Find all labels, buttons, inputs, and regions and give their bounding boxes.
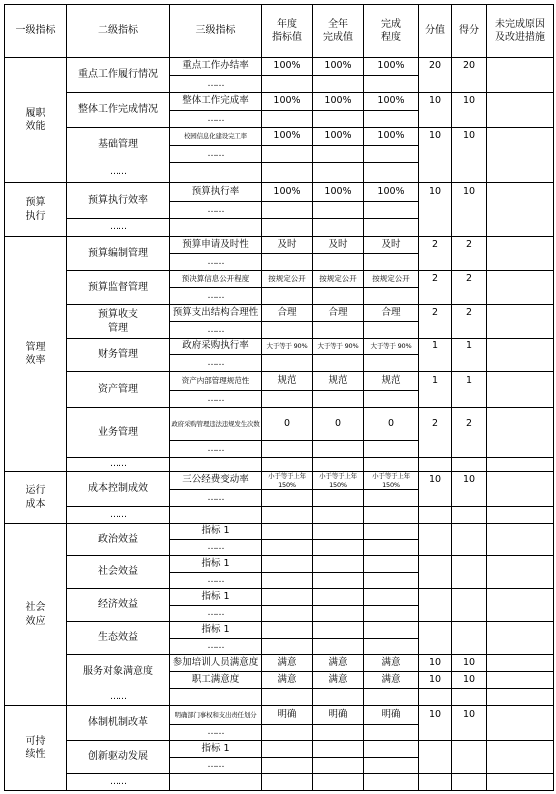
score-weight-value: 10: [428, 656, 442, 668]
annual-target-value: 100%: [273, 185, 301, 197]
level2-indicator: 生态效益: [98, 632, 138, 644]
level1-indicator: 运行 成本: [25, 485, 46, 510]
ellipsis-placeholder: ……: [207, 443, 224, 454]
header-cell: 完成 程度: [381, 18, 401, 43]
completion-degree-value: 合理: [381, 306, 401, 318]
header-cell: 分值: [425, 25, 445, 37]
level2-indicator: 预算监督管理: [88, 281, 148, 293]
score-obtained-value: 2: [465, 238, 473, 250]
grid-line: [4, 790, 554, 791]
score-weight-value: 1: [431, 374, 439, 386]
level2-indicator: 基础管理: [98, 139, 138, 151]
ellipsis-placeholder: ……: [207, 542, 224, 553]
ellipsis-placeholder: ……: [207, 575, 224, 586]
annual-target-value: 100%: [273, 60, 301, 72]
level3-indicator: 校园信息化建设完工率: [183, 132, 247, 141]
completion-degree-value: 100%: [377, 60, 405, 72]
level3-indicator: 指标 1: [201, 590, 230, 602]
ellipsis-placeholder: ……: [207, 492, 224, 503]
ellipsis-placeholder: ……: [207, 324, 224, 335]
level1-indicator: 预算 执行: [25, 197, 46, 222]
completion-degree-value: 明确: [381, 708, 401, 720]
score-obtained-value: 10: [462, 185, 476, 197]
score-obtained-value: 1: [465, 340, 473, 352]
completion-degree-value: 满意: [381, 673, 401, 685]
annual-actual-value: 小于等于上年 150%: [319, 472, 357, 489]
header-cell: 未完成原因 及改进措施: [495, 18, 545, 43]
level3-indicator: 预算支出结构合理性: [172, 306, 259, 318]
ellipsis-placeholder: ……: [207, 727, 224, 738]
completion-degree-value: 小于等于上年 150%: [372, 472, 410, 489]
annual-target-value: 规范: [277, 374, 297, 386]
header-cell: 一级指标: [15, 25, 56, 37]
annual-target-value: 按规定公开: [268, 273, 306, 283]
level2-indicator: 整体工作完成情况: [78, 104, 158, 116]
level2-indicator: 重点工作履行情况: [78, 69, 158, 81]
level2-indicator: 社会效益: [98, 566, 138, 578]
grid-line: [553, 4, 554, 791]
completion-degree-value: 大于等于 90%: [370, 342, 412, 351]
level2-indicator: 政治效益: [98, 533, 138, 545]
score-obtained-value: 2: [465, 306, 473, 318]
score-weight-value: 10: [428, 708, 442, 720]
annual-actual-value: 合理: [328, 306, 348, 318]
ellipsis-placeholder: ……: [110, 509, 126, 520]
completion-degree-value: 0: [387, 417, 395, 429]
header-cell: 年度 指标值: [272, 18, 302, 43]
annual-actual-value: 满意: [328, 673, 348, 685]
ellipsis-placeholder: ……: [207, 256, 224, 267]
score-obtained-value: 10: [462, 656, 476, 668]
annual-target-value: 大于等于 90%: [266, 342, 308, 351]
ellipsis-placeholder: ……: [110, 167, 126, 178]
score-weight-value: 20: [428, 60, 442, 72]
completion-degree-value: 100%: [377, 95, 405, 107]
header-cell: 二级指标: [98, 25, 138, 37]
ellipsis-placeholder: ……: [207, 290, 224, 301]
completion-degree-value: 按规定公开: [372, 273, 410, 283]
level3-indicator: 政府采购执行率: [182, 340, 249, 352]
level3-indicator: 职工满意度: [191, 673, 240, 685]
level3-indicator: 明确部门事权和支出责任划分: [174, 710, 257, 719]
score-weight-value: 1: [431, 340, 439, 352]
level2-indicator: 服务对象满意度: [83, 665, 153, 677]
level1-indicator: 履职 效能: [25, 107, 46, 132]
score-obtained-value: 2: [465, 272, 473, 284]
level3-indicator: 资产内部管理规范性: [181, 375, 250, 385]
annual-actual-value: 规范: [328, 374, 348, 386]
annual-target-value: 合理: [277, 306, 297, 318]
score-weight-value: 2: [431, 272, 439, 284]
level1-indicator: 可持 续性: [25, 735, 46, 760]
ellipsis-placeholder: ……: [207, 78, 224, 89]
score-weight-value: 10: [428, 474, 442, 486]
annual-actual-value: 100%: [324, 185, 352, 197]
completion-degree-value: 满意: [381, 656, 401, 668]
annual-target-value: 0: [283, 417, 291, 429]
level3-indicator: 预算执行率: [191, 185, 240, 197]
level3-indicator: 参加培训人员满意度: [172, 656, 259, 668]
ellipsis-placeholder: ……: [207, 641, 224, 652]
level3-indicator: 指标 1: [201, 525, 230, 537]
annual-actual-value: 及时: [328, 238, 348, 250]
annual-target-value: 满意: [277, 656, 297, 668]
level2-indicator: 资产管理: [98, 383, 138, 395]
score-weight-value: 2: [431, 238, 439, 250]
level3-indicator: 政府采购管理违法违规发生次数: [171, 419, 260, 428]
score-obtained-value: 1: [465, 374, 473, 386]
score-obtained-value: 10: [462, 708, 476, 720]
ellipsis-placeholder: ……: [110, 459, 126, 470]
level2-indicator: 体制机制改革: [88, 717, 148, 729]
level3-indicator: 预决算信息公开程度: [181, 273, 250, 283]
ellipsis-placeholder: ……: [207, 148, 224, 159]
annual-target-value: 100%: [273, 95, 301, 107]
completion-degree-value: 规范: [381, 374, 401, 386]
score-weight-value: 2: [431, 417, 439, 429]
score-obtained-value: 2: [465, 417, 473, 429]
ellipsis-placeholder: ……: [207, 760, 224, 771]
header-cell: 三级指标: [195, 25, 236, 37]
score-obtained-value: 10: [462, 673, 476, 685]
score-obtained-value: 10: [462, 95, 476, 107]
grid-line: [486, 4, 487, 791]
score-obtained-value: 10: [462, 474, 476, 486]
header-cell: 全年 完成值: [323, 18, 353, 43]
annual-actual-value: 满意: [328, 656, 348, 668]
level2-indicator: 成本控制成效: [88, 483, 148, 495]
annual-actual-value: 明确: [328, 708, 348, 720]
level2-indicator: 创新驱动发展: [88, 751, 148, 763]
ellipsis-placeholder: ……: [207, 608, 224, 619]
score-obtained-value: 20: [462, 60, 476, 72]
header-cell: 得分: [459, 25, 479, 37]
ellipsis-placeholder: ……: [207, 113, 224, 124]
score-weight-value: 10: [428, 673, 442, 685]
annual-actual-value: 0: [334, 417, 342, 429]
completion-degree-value: 100%: [377, 185, 405, 197]
level2-indicator: 业务管理: [98, 426, 138, 438]
score-weight-value: 10: [428, 185, 442, 197]
score-weight-value: 10: [428, 130, 442, 142]
level3-indicator: 重点工作办结率: [182, 60, 249, 72]
level3-indicator: 整体工作完成率: [182, 95, 249, 107]
annual-actual-value: 大于等于 90%: [317, 342, 359, 351]
level3-indicator: 指标 1: [201, 557, 230, 569]
grid-line: [169, 688, 554, 689]
level3-indicator: 指标 1: [201, 742, 230, 754]
level2-indicator: 预算编制管理: [88, 247, 148, 259]
annual-target-value: 小于等于上年 150%: [268, 472, 306, 489]
level3-indicator: 三公经费变动率: [182, 474, 249, 486]
level1-indicator: 社会 效应: [25, 602, 46, 627]
grid-line: [169, 162, 419, 163]
annual-target-value: 及时: [277, 238, 297, 250]
annual-actual-value: 100%: [324, 60, 352, 72]
annual-actual-value: 按规定公开: [319, 273, 357, 283]
level2-indicator: 经济效益: [98, 599, 138, 611]
annual-actual-value: 100%: [324, 95, 352, 107]
annual-target-value: 明确: [277, 708, 297, 720]
score-obtained-value: 10: [462, 130, 476, 142]
level2-indicator: 预算收支 管理: [98, 309, 138, 334]
annual-actual-value: 100%: [324, 130, 352, 142]
ellipsis-placeholder: ……: [110, 222, 126, 233]
ellipsis-placeholder: ……: [207, 357, 224, 368]
ellipsis-placeholder: ……: [207, 204, 224, 215]
level3-indicator: 指标 1: [201, 623, 230, 635]
ellipsis-placeholder: ……: [110, 691, 126, 702]
level2-indicator: 财务管理: [98, 349, 138, 361]
score-weight-value: 2: [431, 306, 439, 318]
level1-indicator: 管理 效率: [25, 341, 46, 366]
ellipsis-placeholder: ……: [110, 776, 126, 787]
completion-degree-value: 及时: [381, 238, 401, 250]
annual-target-value: 满意: [277, 673, 297, 685]
ellipsis-placeholder: ……: [207, 393, 224, 404]
annual-target-value: 100%: [273, 130, 301, 142]
level3-indicator: 预算申请及时性: [182, 238, 249, 250]
score-weight-value: 10: [428, 95, 442, 107]
completion-degree-value: 100%: [377, 130, 405, 142]
level2-indicator: 预算执行效率: [88, 194, 148, 206]
